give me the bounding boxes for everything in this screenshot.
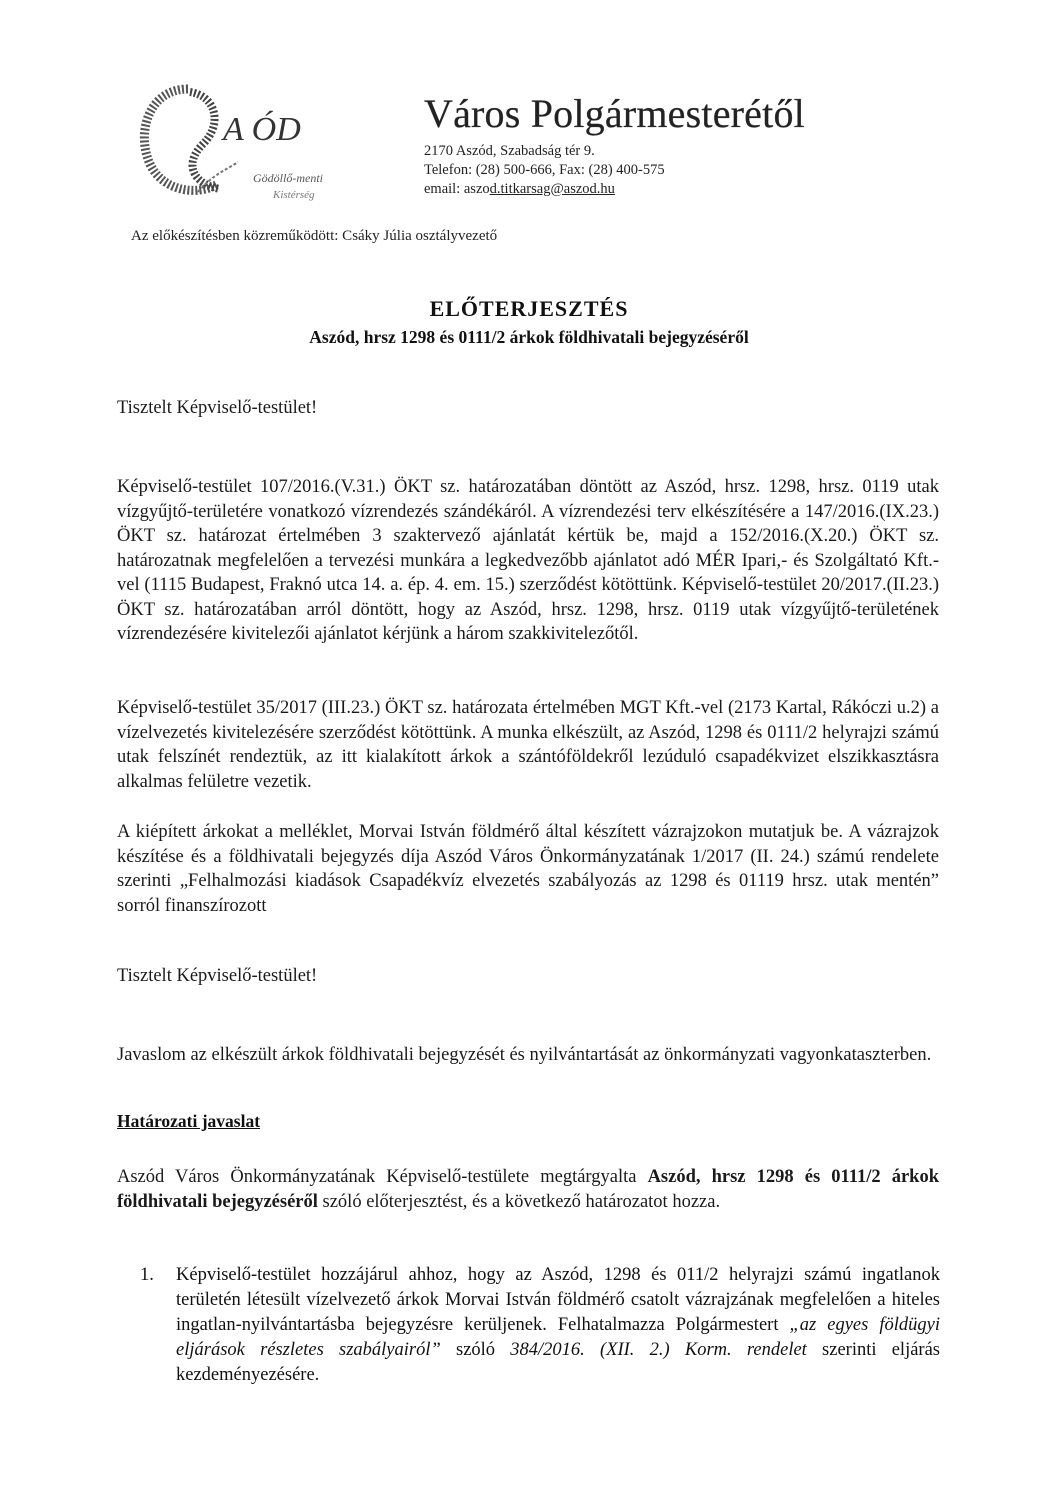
resolution-item [140, 1263, 940, 1388]
resolution-heading: Határozati javaslat [117, 1111, 261, 1131]
office-title: Város Polgármesterétől [424, 91, 805, 136]
item-text-italic-2: 384/2016. (XII. 2.) Korm. rendelet [510, 1340, 807, 1360]
prepared-by: Az előkészítésben közreműködött: Csáky Júlia osztályvezető [131, 228, 498, 244]
item-text-pre: Képviselő-testület hozzájárul ahhoz, hogy az Aszód, 1298 és 011/2 helyrajzi számú ingatlanok területén létesült vízelvezető árkok Morvai István földmérő csatolt vázrajzának megfelelően a hiteles ingatlan-nyilvántartásba bejegyzésre kerüljenek. Felhatalmazza Polgármestert [176, 1265, 940, 1335]
resolution-list [140, 1263, 940, 1388]
logo-caption-1: Gödöllő-menti [253, 171, 323, 185]
resolution-intro-post: szóló előterjesztést, és a következő határozatot hozza. [317, 1191, 721, 1212]
resolution-intro [117, 1165, 939, 1214]
office-email [424, 180, 805, 199]
email-label: email: [424, 181, 464, 197]
proposal-paragraph: Javaslom az elkészült árkok földhivatali bejegyzését és nyilvántartását az önkormányzati vagyonkataszterben. [117, 1045, 932, 1065]
logo-graphic [128, 74, 388, 204]
salutation-2: Tisztelt Képviselő-testület! [117, 966, 318, 986]
resolution-item-number: 1. [140, 1265, 154, 1285]
resolution-intro-pre: Aszód Város Önkormányzatának Képviselő-testülete megtárgyalta [117, 1167, 648, 1187]
document-type-title: ELŐTERJESZTÉS [429, 296, 629, 321]
resolution-intro-bold: Aszód, hrsz 1298 és 0111/2 árkok földhivatali bejegyzéséről [117, 1167, 939, 1212]
resolution-item-text [176, 1263, 940, 1388]
logo-letter-a: A ÓD [223, 111, 301, 148]
office-address: 2170 Aszód, Szabadság tér 9. [424, 143, 595, 159]
email-prefix: aszo [463, 181, 490, 197]
document-subtitle: Aszód, hrsz 1298 és 0111/2 árkok földhivatali bejegyzéséről [309, 327, 749, 347]
aszod-logo [128, 74, 388, 204]
letterhead [424, 92, 805, 199]
item-text-post: szerinti eljárás kezdeményezésére. [176, 1340, 940, 1385]
salutation-1: Tisztelt Képviselő-testület! [117, 398, 318, 418]
office-phone-fax: Telefon: (28) 500-666, Fax: (28) 400-575 [424, 162, 665, 178]
paragraph-1: Képviselő-testület 107/2016.(V.31.) ÖKT sz. határozatában döntött az Aszód, hrsz. 1298, hrsz. 0119 utak vízgyűjtő-területére vonatkozó vízrendezés szándékáról. A vízrendezési terv elkészítésére a 147/2016.(IX.23.) ÖKT sz. határozat értelmében 3 szaktervező ajánlatát kértük be, majd a 152/2016.(X.20.) ÖKT sz. határozatnak megfelelően a tervezési munkára a legkedvezőbb ajánlatot adó MÉR Ipari,- és Szolgáltató Kft.-vel (1115 Budapest, Fraknó utca 14. a. ép. 4. em. 15.) szerződést kötöttünk. Képviselő-testület 20/2017.(II.23.) ÖKT sz. határozatában arról döntött, hogy az Aszód, hrsz. 1298, hrsz. 0119 utak vízgyűjtő-területének vízrendezésére kivitelezői ajánlatot kérjünk a három szakkivitelezőtől. [117, 477, 939, 644]
email-link[interactable]: d.titkarsag@aszod.hu [489, 181, 615, 197]
item-text-italic-1: „az egyes földügyi eljárások részletes szabályairól” [176, 1315, 941, 1360]
item-text-mid: szóló [440, 1340, 511, 1360]
paragraph-2: Képviselő-testület 35/2017 (III.23.) ÖKT sz. határozata értelmében MGT Kft.-vel (2173 Kartal, Rákóczi u.2) a vízelvezetés kivitelezésére szerződést kötöttünk. A munka elkészült, az Aszód, 1298 és 0111/2 helyrajzi számú utak felszínét rendeztük, az itt kialakított árkok a szántóföldekről lezúduló csapadékvizet elszikkasztásra alkalmas felületre vezetik. [117, 698, 939, 792]
logo-caption-2: Kistérség [273, 189, 315, 201]
paragraph-3: A kiépített árkokat a melléklet, Morvai István földmérő által készített vázrajzokon mutatjuk be. A vázrajzok készítése és a földhivatali bejegyzés díja Aszód Város Önkormányzatának 1/2017 (II. 24.) számú rendelete szerinti „Felhalmozási kiadások Csapadékvíz elvezetés szabályozás az 1298 és 01119 hrsz. utak mentén” sorról finanszírozott [117, 822, 939, 916]
